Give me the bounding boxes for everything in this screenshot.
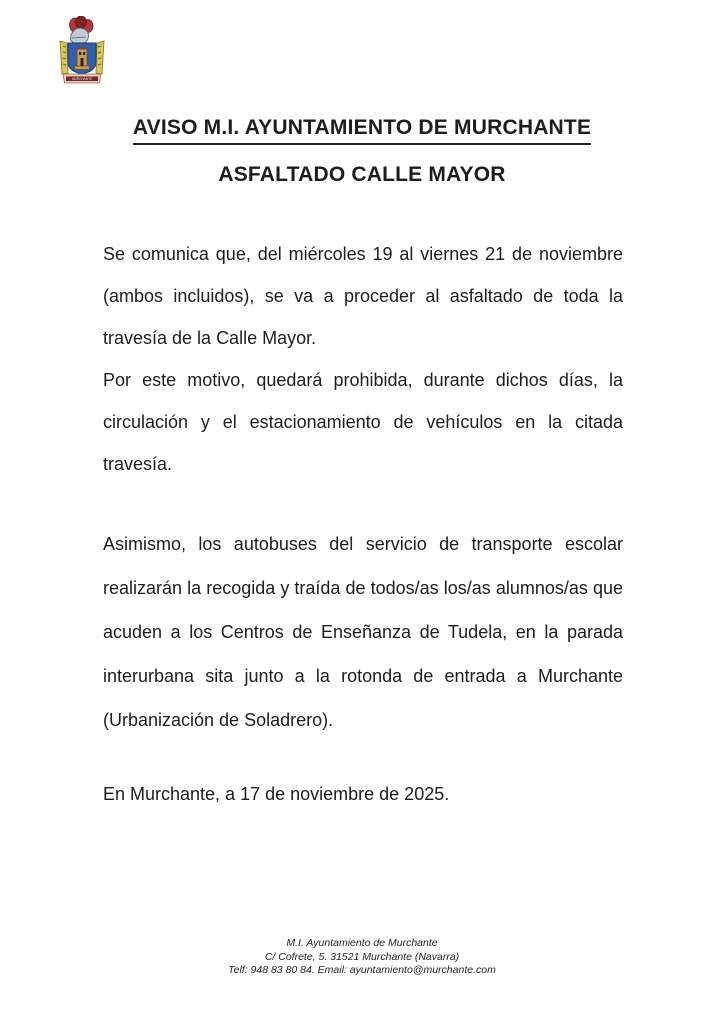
footer-contact: Telf: 948 83 80 84. Email: ayuntamiento@murchante.com xyxy=(228,964,496,976)
paragraph-traffic-prohibition: Por este motivo, quedará prohibida, durante dichos días, la circulación y el estacionamiento de vehículos en la citada travesía. xyxy=(103,370,623,474)
murchante-coat-of-arms-logo xyxy=(58,16,106,88)
shield-icon xyxy=(68,43,96,74)
footer-address: C/ Cofrete, 5. 31521 Murchante (Navarra) xyxy=(264,950,460,963)
paragraph-works-announcement: Se comunica que, del miércoles 19 al viernes 21 de noviembre (ambos incluidos), se va a proceder al asfaltado de toda la travesía de la Calle Mayor. xyxy=(103,244,623,348)
paragraph-school-transport: Asimismo, los autobuses del servicio de transporte escolar realizarán la recogida y traída de todos/as los/as alumnos/as que acuden a los Centros de Enseñanza de Tudela, en la parada interurbana sita junto a la rotonda de entrada a Murchante (Urbanización de Soladrero). xyxy=(103,534,623,730)
document-footer xyxy=(0,937,724,978)
date-line: En Murchante, a 17 de noviembre de 2025. xyxy=(103,784,450,804)
notice-body xyxy=(103,233,623,815)
banner-scroll xyxy=(63,74,101,83)
castle-tower-icon xyxy=(75,47,90,70)
notice-title xyxy=(0,115,724,145)
notice-subtitle: ASFALTADO CALLE MAYOR xyxy=(218,163,506,186)
banner-text: MURCHANTE xyxy=(71,77,93,82)
notice-title-text: AVISO M.I. AYUNTAMIENTO DE MURCHANTE xyxy=(133,115,591,145)
footer-org-name: M.I. Ayuntamiento de Murchante xyxy=(286,937,438,949)
